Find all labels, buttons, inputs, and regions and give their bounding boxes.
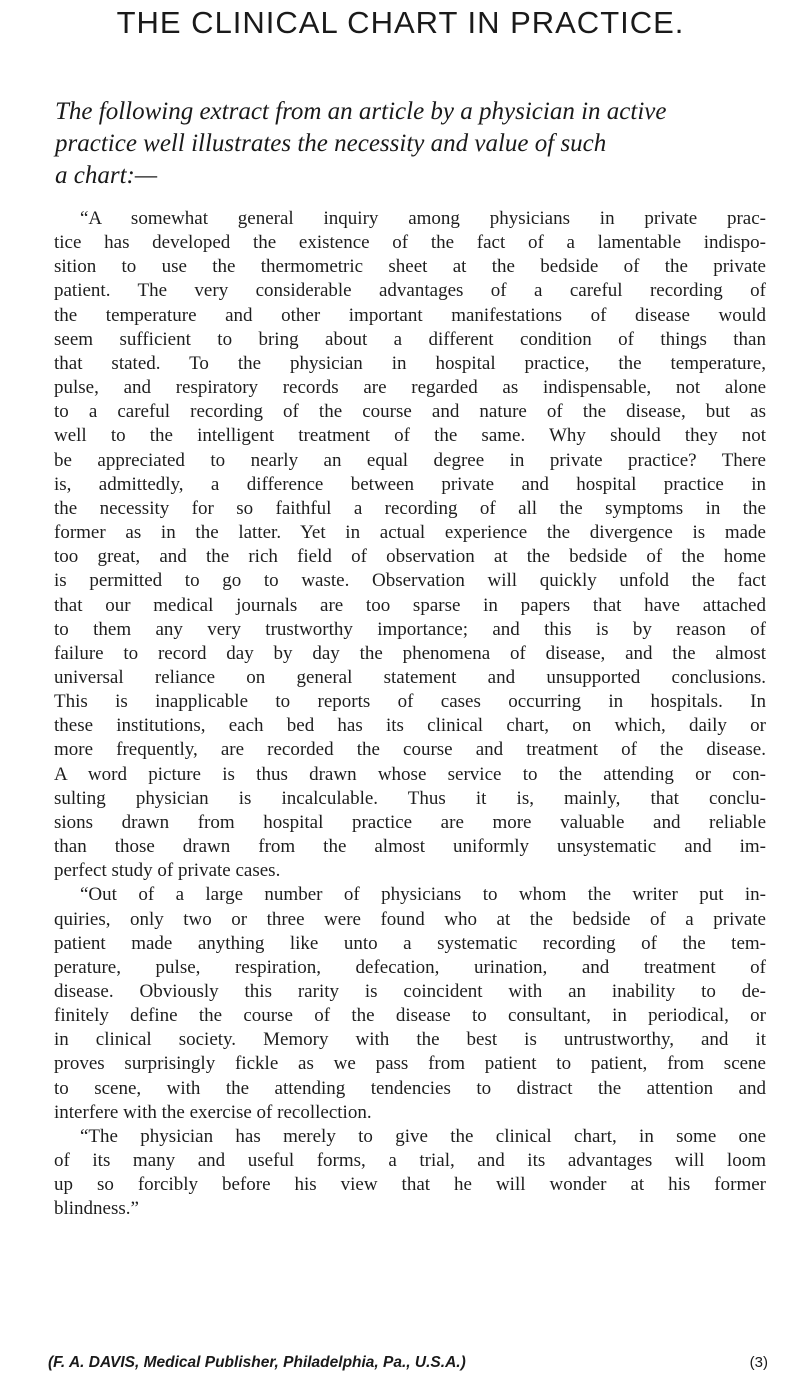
paragraph-line: to them any very trustworthy importance; and this is by reason of	[54, 618, 766, 640]
paragraph-line: in clinical society. Memory with the best is untrustworthy, and it	[54, 1029, 766, 1051]
paragraph-line: former as in the latter. Yet in actual experience the divergence is made	[54, 522, 766, 544]
paragraph-line: sulting physician is incalculable. Thus it is, mainly, that conclu-	[54, 787, 766, 809]
paragraph-line: “A somewhat general inquiry among physicians in private prac-	[80, 208, 766, 229]
page-footer	[48, 1352, 768, 1378]
paragraph-line: perfect study of private cases.	[54, 860, 281, 882]
paragraph-line: that our medical journals are too sparse in papers that have attached	[54, 594, 766, 616]
article-paragraph	[54, 883, 766, 1125]
article-body	[54, 207, 766, 1222]
intro-paragraph	[55, 96, 755, 192]
paragraph-line: patient made anything like unto a systematic recording of the tem-	[54, 932, 766, 954]
paragraph-line: sions drawn from hospital practice are more valuable and reliable	[54, 811, 766, 833]
paragraph-line: sition to use the thermometric sheet at the bedside of the private	[54, 256, 766, 278]
page-title: THE CLINICAL CHART IN PRACTICE.	[116, 5, 685, 40]
paragraph-line: disease. Obviously this rarity is coincident with an inability to de-	[54, 981, 766, 1002]
page-number: (3)	[749, 1354, 768, 1371]
paragraph-line: proves surprisingly fickle as we pass from patient to patient, from scene	[54, 1053, 766, 1075]
paragraph-line: is permitted to go to waste. Observation will quickly unfold the fact	[54, 570, 766, 592]
paragraph-line: more frequently, are recorded the course and treatment of the disease.	[54, 739, 766, 761]
paragraph-line: seem sufficient to bring about a different condition of things than	[54, 328, 766, 350]
paragraph-line: the necessity for so faithful a recording of all the symptoms in the	[54, 497, 766, 519]
intro-line: The following extract from an article by a physician in active	[55, 98, 667, 125]
intro-line: a chart:—	[55, 162, 158, 189]
paragraph-line: these institutions, each bed has its clinical chart, on which, daily or	[54, 715, 766, 737]
paragraph-line: “The physician has merely to give the clinical chart, in some one	[80, 1125, 766, 1147]
article-paragraph	[54, 207, 766, 883]
paragraph-line: universal reliance on general statement and unsupported conclusions.	[54, 666, 766, 688]
paragraph-line: of its many and useful forms, a trial, and its advantages will loom	[54, 1150, 766, 1172]
paragraph-line: tice has developed the existence of the fact of a lamentable indispo-	[54, 232, 766, 254]
paragraph-line: well to the intelligent treatment of the same. Why should they not	[54, 425, 766, 447]
paragraph-line: failure to record day by day the phenomena of disease, and the almost	[54, 642, 766, 664]
paragraph-line: “Out of a large number of physicians to whom the writer put in-	[80, 884, 766, 906]
paragraph-line: blindness.”	[54, 1198, 139, 1220]
paragraph-line: to a careful recording of the course and nature of the disease, but as	[54, 401, 766, 423]
paragraph-line: pulse, and respiratory records are regarded as indispensable, not alone	[54, 377, 766, 399]
paragraph-line: A word picture is thus drawn whose service to the attending or con-	[54, 763, 766, 785]
paragraph-line: be appreciated to nearly an equal degree in private practice? There	[54, 449, 766, 471]
intro-line: practice well illustrates the necessity and value of such	[55, 130, 607, 157]
paragraph-line: that stated. To the physician in hospital practice, the temperature,	[54, 352, 766, 374]
paragraph-line: perature, pulse, respiration, defecation, urination, and treatment of	[54, 956, 766, 978]
paragraph-line: quiries, only two or three were found who at the bedside of a private	[54, 908, 766, 930]
paragraph-line: finitely define the course of the disease to consultant, in periodical, or	[54, 1005, 766, 1027]
paragraph-line: than those drawn from the almost uniformly unsystematic and im-	[54, 836, 766, 858]
paragraph-line: is, admittedly, a difference between private and hospital practice in	[54, 473, 766, 495]
publisher-credit: (F. A. DAVIS, Medical Publisher, Philadelphia, Pa., U.S.A.)	[48, 1354, 466, 1371]
paragraph-line: This is inapplicable to reports of cases occurring in hospitals. In	[54, 691, 766, 713]
paragraph-line: patient. The very considerable advantages of a careful recording of	[54, 280, 766, 302]
paragraph-line: too great, and the rich field of observation at the bedside of the home	[54, 546, 766, 568]
paragraph-line: to scene, with the attending tendencies to distract the attention and	[54, 1077, 766, 1099]
paragraph-line: the temperature and other important manifestations of disease would	[54, 304, 766, 326]
article-paragraph	[54, 1125, 766, 1222]
paragraph-line: up so forcibly before his view that he will wonder at his former	[54, 1174, 766, 1196]
paragraph-line: interfere with the exercise of recollection.	[54, 1101, 372, 1123]
